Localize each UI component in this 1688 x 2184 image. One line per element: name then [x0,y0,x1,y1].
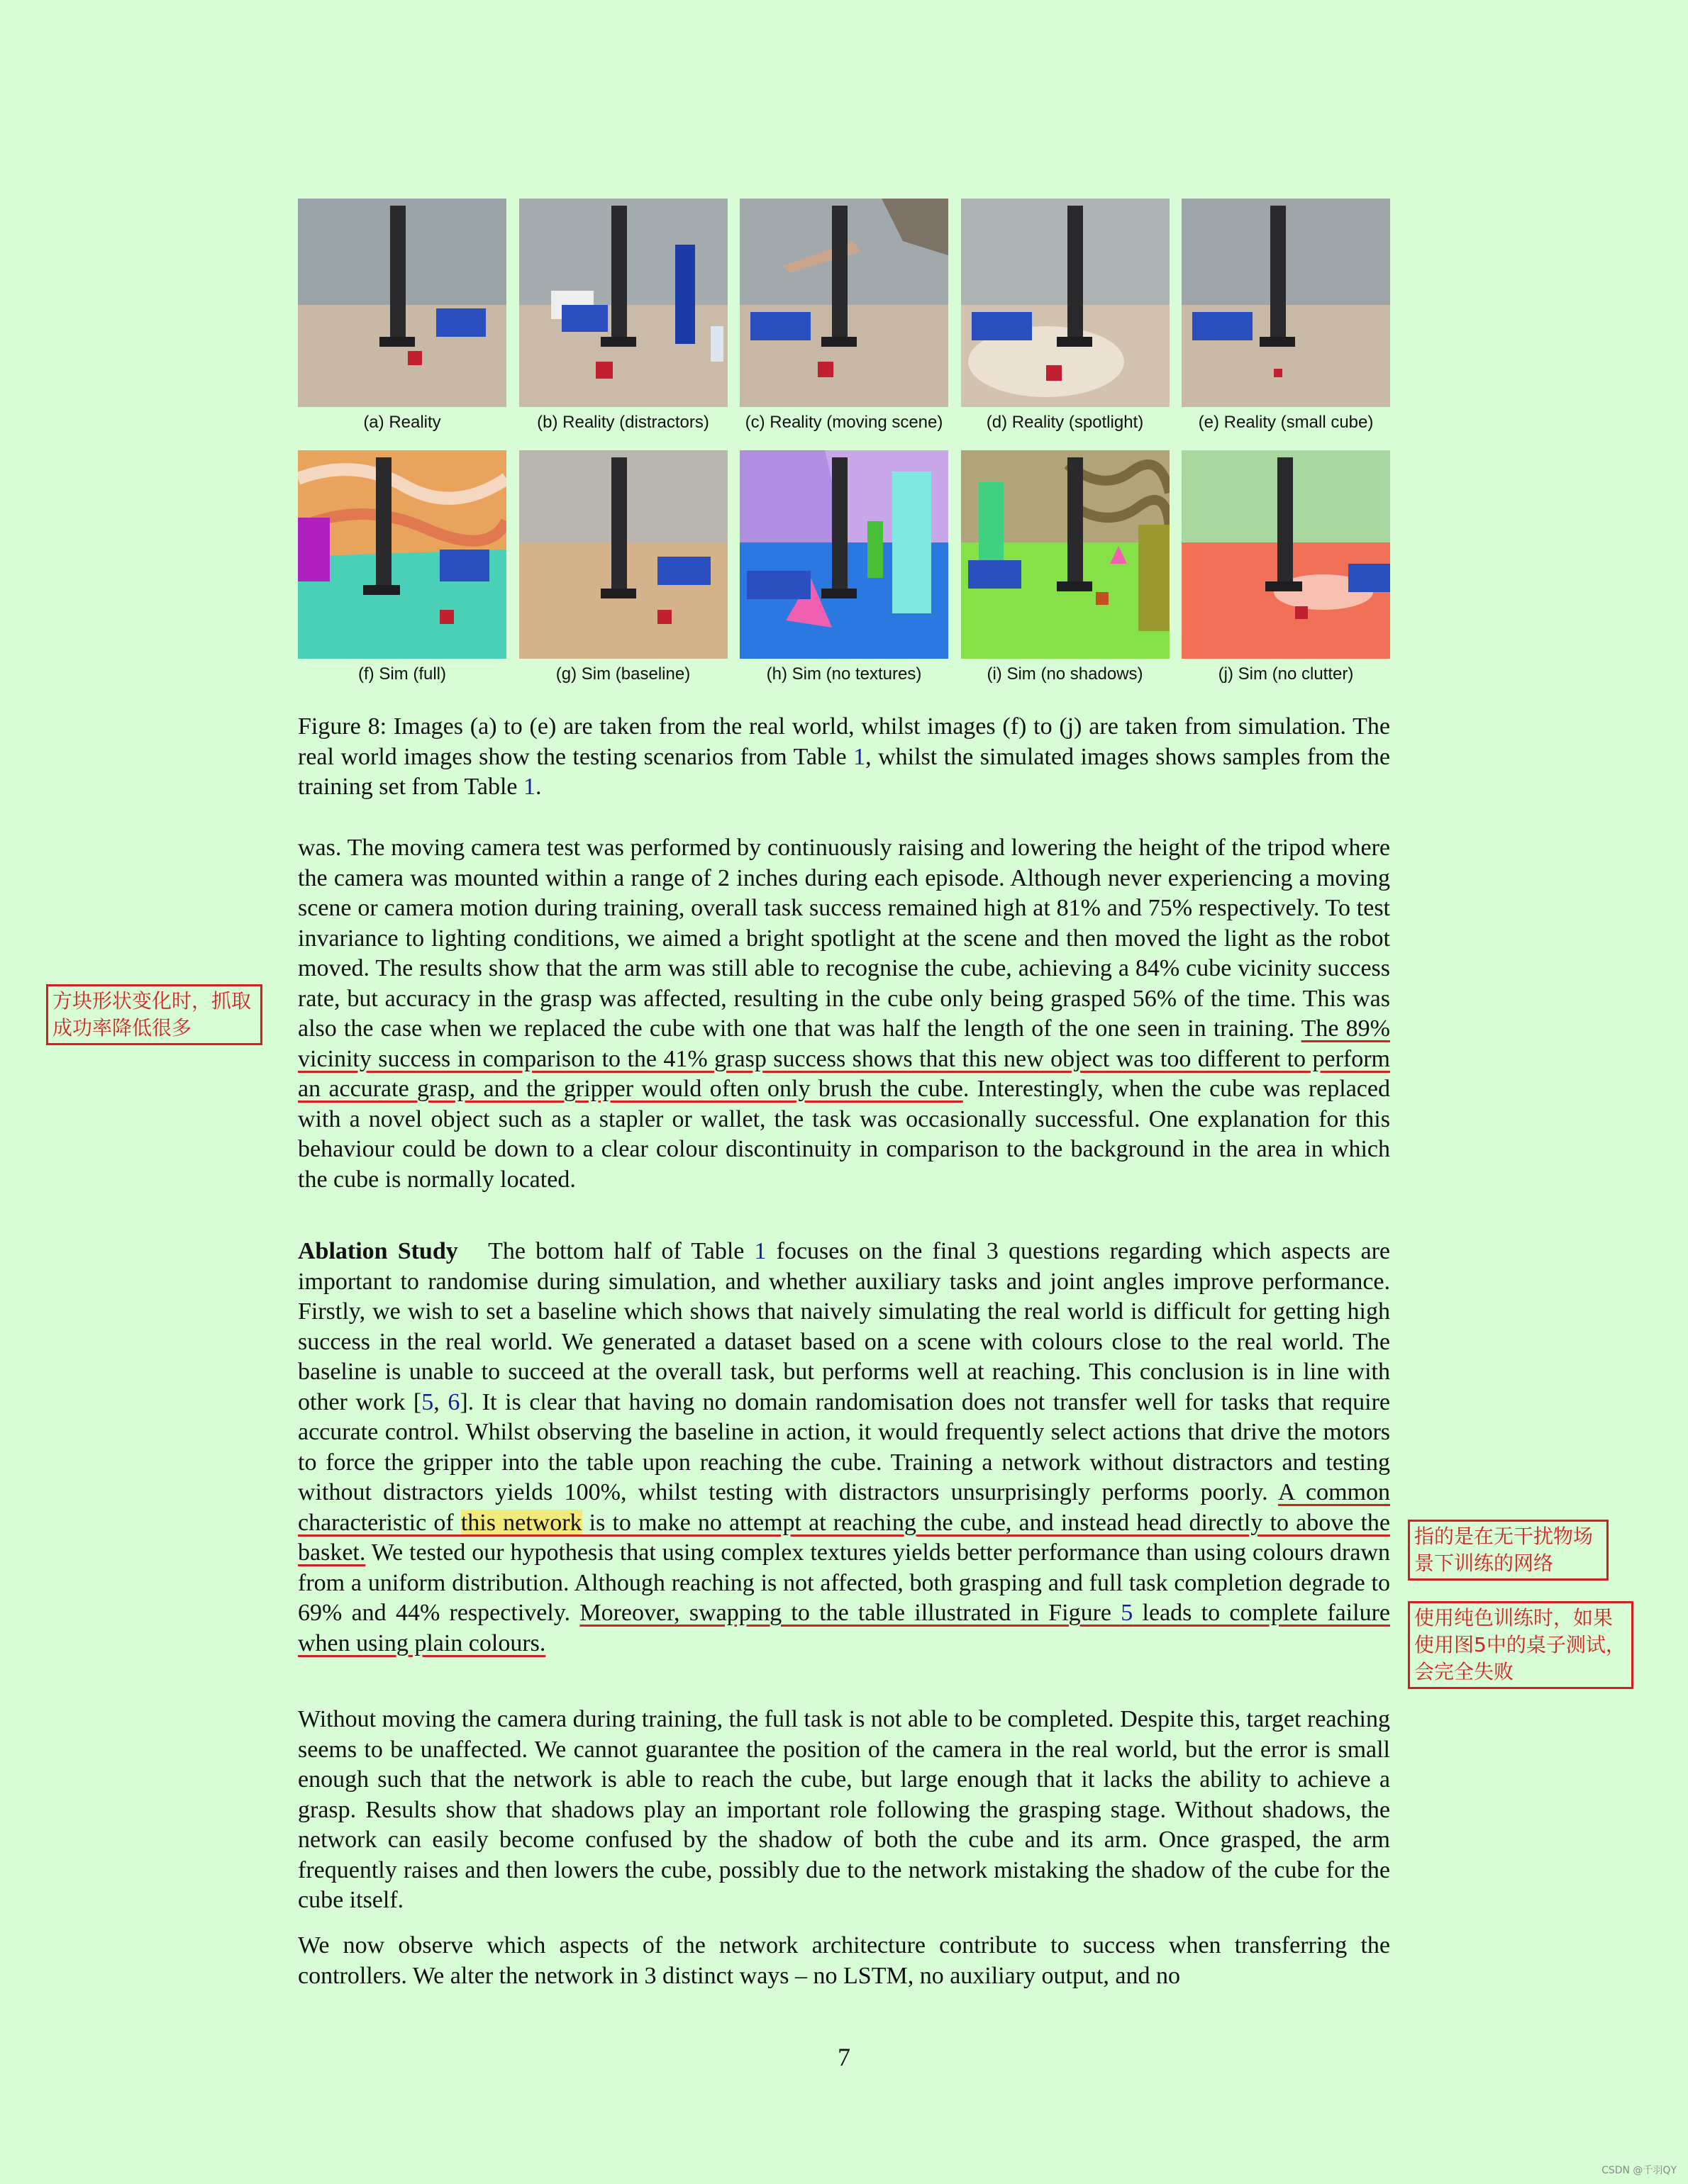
citation-link[interactable]: 6 [448,1388,460,1415]
subfigure-i [961,450,1170,684]
sim-image-no-clutter [1182,450,1390,659]
subfigure-a [298,199,506,433]
citation-link[interactable]: 5 [421,1388,434,1415]
subfigure-label: (e) Reality (small cube) [1198,413,1374,432]
sim-image-no-shadows [961,450,1170,659]
body-text: focuses on the final 3 questions regarding which aspects are important to randomise during simulation, and whether auxiliary tasks and joint angles improve performance. Firstly, we wish to set a baseline which shows that naively simulating the real world is difficult for getting high success in the real world. We generated a dataset based on a scene with colours close to the real world. The baseline is unable to succeed at the overall task, but performs well at reaching. This conclusion is in line with other work [ [298,1238,1391,1415]
table-ref-link[interactable]: 1 [853,743,866,770]
body-text: We now observe which aspects of the network architecture contribute to success when transferring the controllers. We alter the network in 3 distinct ways – no LSTM, no auxiliary output, and no [298,1932,1390,1989]
subfigure-label: (a) Reality [363,413,441,432]
page-number: 7 [838,2043,850,2071]
highlighted-text: this network [460,1509,582,1536]
underlined-text: is to make no attempt at reaching the cube, and instead head directly to above the basket. [298,1509,1390,1566]
paragraph-architecture [298,1931,1390,1991]
subfigure-e [1182,199,1390,433]
body-text: . Interestingly, when the cube was replaced with a novel object such as a stapler or wallet, the task was occasionally successful. One explanation for this behaviour could be down to a clear colour discontinuity in comparison to the background in the area in which the cube is normally located. [298,1076,1390,1193]
subfigure-label: (d) Reality (spotlight) [986,413,1144,432]
figure-ref-link[interactable]: 5 [1121,1600,1133,1626]
subfigure-label: (i) Sim (no shadows) [987,664,1143,684]
annotation-right-network: 指的是在无干扰物场景下训练的网络 [1408,1520,1609,1581]
subfigure-label: (f) Sim (full) [358,664,446,684]
annotation-right-plain-colours: 使用纯色训练时，如果使用图5中的桌子测试，会完全失败 [1408,1601,1633,1689]
subfigure-f [298,450,506,684]
body-text: ]. It is clear that having no domain randomisation does not transfer well for tasks that require accurate control. Whilst observing the baseline in action, it would frequently select actions that drive the motors to force the gripper into the table upon reaching the cube. Training a network without distractors and testing without distractors yields 100%, whilst testing with distractors unsurprisingly performs poorly. [298,1388,1391,1505]
real-photo-robot-arm-moving [740,199,948,407]
annotation-left: 方块形状变化时，抓取成功率降低很多 [46,984,262,1045]
sim-image-baseline [519,450,728,659]
body-text: We tested our hypothesis that using complex textures yields better performance than using colours drawn from a uniform distribution. Although reaching is not affected, both grasping and full task completion degrade to 69% and 44% respectively. [298,1539,1390,1626]
subfigure-b [519,199,728,433]
body-text: was. The moving camera test was performed by continuously raising and lowering the height of the tripod where the camera was mounted within a range of 2 inches during each episode. Although never experiencing a moving scene or camera motion during training, overall task success remained high at 81% and 75% respectively. To test invariance to lighting conditions, we aimed a bright spotlight at the scene and then moved the light as the robot moved. The results show that the arm was still able to recognise the cube, achieving a 84% cube vicinity success rate, but accuracy in the grasp was affected, resulting in the cube only being grasped 56% of the time. This was also the case when we replaced the cube with one that was half the length of the one seen in training. [298,835,1390,1042]
subfigure-label: (b) Reality (distractors) [537,413,709,432]
body-text: The bottom half of Table [488,1238,755,1264]
subfigure-c [740,199,948,433]
underlined-text: leads to complete failure when using plain colours. [298,1600,1390,1656]
figure-row-simulation [298,450,1390,684]
figure-row-reality [298,199,1390,433]
real-photo-robot-arm-distractors [519,199,728,407]
subfigure-label: (c) Reality (moving scene) [745,413,943,432]
underlined-text: The 89% vicinity success in comparison to the 41% grasp success shows that this new object was too different to perform an accurate grasp, and the gripper would often only brush the cube [298,1015,1390,1102]
real-photo-robot-arm-small-cube [1182,199,1390,407]
body-text: Without moving the camera during training, the full task is not able to be completed. Despite this, target reaching seems to be unaffected. We cannot guarantee the position of the camera in the real world, but the error is small enough such that the network is able to reach the cube, but large enough that it lacks the ability to achieve a grasp. Results show that shadows play an important role following the grasping stage. Without shadows, the network can easily become confused by the shadow of both the cube and its arm. Once grasped, the arm frequently raises and then lowers the cube, possibly due to the network mistaking the shadow of the cube for the cube itself. [298,1706,1390,1913]
caption-text: Figure 8: Images (a) to (e) are taken from the real world, whilst images (f) to (j) are taken from simulation. The real world images show the testing scenarios from Table [298,713,1390,770]
table-ref-link[interactable]: 1 [754,1238,767,1264]
subfigure-label: (g) Sim (baseline) [555,664,691,684]
underlined-text: A common characteristic of [298,1479,1390,1536]
subfigure-h [740,450,948,684]
caption-text: , whilst the simulated images shows samples from the training set from Table [298,743,1390,800]
caption-text: . [535,774,542,800]
subfigure-label: (h) Sim (no textures) [766,664,922,684]
watermark: CSDN @千羽QY [1601,2165,1677,2176]
sim-image-no-textures [740,450,948,659]
real-photo-robot-arm [298,199,506,407]
paragraph-camera-shadows [298,1705,1390,1916]
table-ref-link[interactable]: 1 [523,774,536,800]
figure-caption [298,712,1390,803]
section-heading: Ablation Study [298,1238,458,1264]
underlined-text: Moreover, swapping to the table illustrated in Figure [579,1600,1121,1626]
real-photo-robot-arm-spotlight [961,199,1170,407]
body-text: , [433,1388,448,1415]
paragraph-real-world-tests [298,833,1390,1195]
paragraph-ablation-study [298,1237,1390,1659]
sim-image-full [298,450,506,659]
subfigure-d [961,199,1170,433]
subfigure-label: (j) Sim (no clutter) [1218,664,1354,684]
subfigure-j [1182,450,1390,684]
subfigure-g [519,450,728,684]
